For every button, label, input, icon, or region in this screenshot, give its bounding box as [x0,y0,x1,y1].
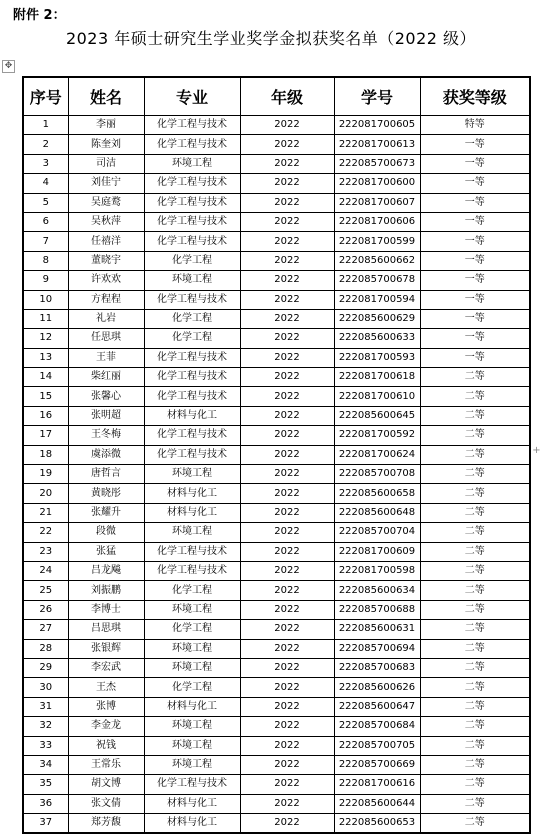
cell-name: 张猛 [68,542,144,561]
cell-grade: 2022 [240,697,334,716]
cell-award-level: 二等 [420,678,530,697]
cell-student-id: 222081700606 [334,212,420,231]
cell-award-level: 一等 [420,329,530,348]
cell-grade: 2022 [240,561,334,580]
cell-index: 12 [23,329,68,348]
cell-grade: 2022 [240,775,334,794]
cell-index: 7 [23,232,68,251]
cell-major: 化学工程与技术 [144,426,240,445]
cell-index: 29 [23,658,68,677]
cell-index: 3 [23,154,68,173]
cell-grade: 2022 [240,542,334,561]
cell-major: 材料与化工 [144,697,240,716]
cell-index: 2 [23,135,68,154]
cell-grade: 2022 [240,154,334,173]
table-row [23,251,530,270]
cell-name: 祝钱 [68,736,144,755]
cell-student-id: 222085700683 [334,658,420,677]
cell-major: 化学工程与技术 [144,775,240,794]
cell-award-level: 二等 [420,814,530,834]
cell-major: 环境工程 [144,736,240,755]
table-row [23,523,530,542]
cell-award-level: 二等 [420,639,530,658]
cell-grade: 2022 [240,135,334,154]
cell-major: 化学工程 [144,329,240,348]
cell-grade: 2022 [240,600,334,619]
cell-student-id: 222085700704 [334,523,420,542]
cell-name: 刘振鹏 [68,581,144,600]
cell-major: 化学工程与技术 [144,561,240,580]
cell-grade: 2022 [240,212,334,231]
header-award-level: 获奖等级 [420,77,530,116]
cell-grade: 2022 [240,368,334,387]
header-student-id: 学号 [334,77,420,116]
cell-name: 吴秋萍 [68,212,144,231]
cell-award-level: 一等 [420,154,530,173]
move-icon[interactable]: ✥ [2,60,15,73]
cell-grade: 2022 [240,465,334,484]
cell-index: 13 [23,348,68,367]
cell-student-id: 222081700594 [334,290,420,309]
cell-student-id: 222085700708 [334,465,420,484]
cell-index: 33 [23,736,68,755]
cell-name: 董晓宇 [68,251,144,270]
cell-student-id: 222085600658 [334,484,420,503]
table-row [23,755,530,774]
header-grade: 年级 [240,77,334,116]
cell-student-id: 222085600645 [334,406,420,425]
cell-name: 王冬梅 [68,426,144,445]
document-title: 2023 年硕士研究生学业奖学金拟获奖名单（2022 级） [65,29,477,48]
table-row [23,503,530,522]
cell-index: 19 [23,465,68,484]
cell-name: 郑芳馥 [68,814,144,834]
cell-grade: 2022 [240,174,334,193]
table-row [23,387,530,406]
table-row [23,484,530,503]
cell-major: 化学工程 [144,251,240,270]
cell-award-level: 一等 [420,212,530,231]
cell-major: 化学工程与技术 [144,212,240,231]
cell-index: 24 [23,561,68,580]
table-row [23,309,530,328]
cell-major: 材料与化工 [144,503,240,522]
table-row [23,658,530,677]
cell-student-id: 222081700616 [334,775,420,794]
cell-award-level: 二等 [420,658,530,677]
cell-major: 环境工程 [144,271,240,290]
cell-major: 环境工程 [144,523,240,542]
cell-name: 吴庭鹜 [68,193,144,212]
cell-student-id: 222085600644 [334,794,420,813]
attachment-label: 附件 2： [13,8,66,23]
table-body [23,116,530,834]
table-row [23,212,530,231]
cell-name: 李博士 [68,600,144,619]
cell-grade: 2022 [240,348,334,367]
table-row [23,193,530,212]
table-header-row [23,77,530,116]
plus-icon[interactable]: + [532,445,541,456]
cell-name: 张明超 [68,406,144,425]
table-row [23,232,530,251]
cell-award-level: 一等 [420,309,530,328]
cell-student-id: 222085600633 [334,329,420,348]
cell-index: 14 [23,368,68,387]
cell-award-level: 二等 [420,736,530,755]
cell-major: 化学工程与技术 [144,135,240,154]
table-row [23,600,530,619]
cell-name: 李金龙 [68,717,144,736]
cell-index: 31 [23,697,68,716]
cell-award-level: 二等 [420,755,530,774]
cell-award-level: 二等 [420,794,530,813]
table-row [23,794,530,813]
table-row [23,717,530,736]
cell-major: 化学工程与技术 [144,387,240,406]
cell-student-id: 222081700599 [334,232,420,251]
header-name: 姓名 [68,77,144,116]
cell-student-id: 222085700673 [334,154,420,173]
cell-award-level: 一等 [420,135,530,154]
cell-student-id: 222081700592 [334,426,420,445]
cell-index: 20 [23,484,68,503]
cell-name: 王菲 [68,348,144,367]
cell-award-level: 二等 [420,445,530,464]
cell-grade: 2022 [240,406,334,425]
cell-name: 礼岩 [68,309,144,328]
cell-grade: 2022 [240,116,334,135]
cell-grade: 2022 [240,581,334,600]
cell-student-id: 222085600648 [334,503,420,522]
cell-name: 司洁 [68,154,144,173]
cell-name: 王常乐 [68,755,144,774]
cell-grade: 2022 [240,736,334,755]
header-major: 专业 [144,77,240,116]
cell-award-level: 二等 [420,484,530,503]
cell-student-id: 222085600647 [334,697,420,716]
cell-student-id: 222081700607 [334,193,420,212]
cell-name: 吕思琪 [68,620,144,639]
cell-student-id: 222081700618 [334,368,420,387]
cell-name: 李丽 [68,116,144,135]
cell-award-level: 一等 [420,193,530,212]
cell-index: 32 [23,717,68,736]
cell-student-id: 222081700605 [334,116,420,135]
cell-name: 虞添微 [68,445,144,464]
table-row [23,465,530,484]
cell-major: 材料与化工 [144,794,240,813]
cell-major: 环境工程 [144,658,240,677]
header-index: 序号 [23,77,68,116]
table-row [23,290,530,309]
cell-award-level: 二等 [420,717,530,736]
cell-major: 化学工程 [144,309,240,328]
cell-major: 化学工程与技术 [144,445,240,464]
cell-index: 1 [23,116,68,135]
cell-name: 张银辉 [68,639,144,658]
cell-student-id: 222085700669 [334,755,420,774]
cell-index: 28 [23,639,68,658]
cell-name: 陈奎刘 [68,135,144,154]
cell-index: 15 [23,387,68,406]
cell-award-level: 一等 [420,290,530,309]
cell-grade: 2022 [240,290,334,309]
cell-student-id: 222085600626 [334,678,420,697]
cell-award-level: 二等 [420,406,530,425]
table-row [23,678,530,697]
cell-index: 10 [23,290,68,309]
cell-award-level: 二等 [420,542,530,561]
cell-student-id: 222081700600 [334,174,420,193]
cell-grade: 2022 [240,503,334,522]
cell-award-level: 一等 [420,251,530,270]
cell-index: 37 [23,814,68,834]
table-row [23,620,530,639]
cell-grade: 2022 [240,620,334,639]
table-row [23,697,530,716]
table-row [23,174,530,193]
cell-award-level: 二等 [420,581,530,600]
cell-award-level: 一等 [420,232,530,251]
cell-grade: 2022 [240,484,334,503]
cell-index: 30 [23,678,68,697]
table-row [23,135,530,154]
cell-grade: 2022 [240,639,334,658]
cell-grade: 2022 [240,329,334,348]
cell-grade: 2022 [240,193,334,212]
table-row [23,348,530,367]
table-row [23,561,530,580]
cell-grade: 2022 [240,251,334,270]
table-row [23,426,530,445]
cell-grade: 2022 [240,309,334,328]
cell-name: 吕龙飚 [68,561,144,580]
cell-index: 21 [23,503,68,522]
table-row [23,542,530,561]
cell-index: 17 [23,426,68,445]
cell-name: 李宏武 [68,658,144,677]
cell-name: 任思琪 [68,329,144,348]
cell-index: 6 [23,212,68,231]
table-row [23,368,530,387]
cell-name: 段微 [68,523,144,542]
cell-student-id: 222085700678 [334,271,420,290]
cell-award-level: 二等 [420,561,530,580]
cell-index: 36 [23,794,68,813]
cell-award-level: 一等 [420,174,530,193]
cell-grade: 2022 [240,794,334,813]
table-row [23,775,530,794]
cell-major: 材料与化工 [144,484,240,503]
cell-name: 张博 [68,697,144,716]
cell-major: 环境工程 [144,755,240,774]
cell-award-level: 二等 [420,465,530,484]
cell-student-id: 222085700705 [334,736,420,755]
cell-major: 环境工程 [144,717,240,736]
cell-name: 刘佳宁 [68,174,144,193]
table-row [23,154,530,173]
cell-index: 25 [23,581,68,600]
cell-major: 材料与化工 [144,406,240,425]
cell-student-id: 222081700598 [334,561,420,580]
cell-student-id: 222081700593 [334,348,420,367]
cell-major: 化学工程 [144,581,240,600]
cell-student-id: 222081700610 [334,387,420,406]
cell-index: 26 [23,600,68,619]
cell-grade: 2022 [240,271,334,290]
cell-major: 环境工程 [144,154,240,173]
cell-grade: 2022 [240,755,334,774]
table-row [23,581,530,600]
cell-major: 化学工程与技术 [144,193,240,212]
cell-award-level: 二等 [420,600,530,619]
table-row [23,445,530,464]
cell-major: 化学工程与技术 [144,348,240,367]
cell-grade: 2022 [240,445,334,464]
cell-student-id: 222085600629 [334,309,420,328]
cell-name: 王杰 [68,678,144,697]
cell-name: 张馨心 [68,387,144,406]
cell-major: 化学工程与技术 [144,116,240,135]
cell-index: 27 [23,620,68,639]
cell-index: 11 [23,309,68,328]
cell-index: 16 [23,406,68,425]
cell-award-level: 二等 [420,368,530,387]
cell-name: 唐哲言 [68,465,144,484]
cell-student-id: 222085600631 [334,620,420,639]
cell-index: 23 [23,542,68,561]
cell-award-level: 二等 [420,620,530,639]
cell-index: 8 [23,251,68,270]
table-row [23,406,530,425]
cell-award-level: 二等 [420,523,530,542]
cell-award-level: 二等 [420,503,530,522]
cell-name: 柴红丽 [68,368,144,387]
cell-student-id: 222085700694 [334,639,420,658]
cell-major: 环境工程 [144,600,240,619]
cell-major: 材料与化工 [144,814,240,834]
cell-index: 35 [23,775,68,794]
cell-award-level: 二等 [420,697,530,716]
cell-name: 方程程 [68,290,144,309]
cell-student-id: 222085600662 [334,251,420,270]
cell-index: 5 [23,193,68,212]
cell-name: 张耀升 [68,503,144,522]
cell-award-level: 一等 [420,271,530,290]
table-row [23,116,530,135]
table-row [23,639,530,658]
cell-grade: 2022 [240,658,334,677]
cell-index: 22 [23,523,68,542]
cell-index: 9 [23,271,68,290]
cell-student-id: 222085600634 [334,581,420,600]
cell-grade: 2022 [240,426,334,445]
cell-major: 化学工程与技术 [144,368,240,387]
cell-grade: 2022 [240,814,334,834]
cell-award-level: 二等 [420,775,530,794]
cell-name: 胡文博 [68,775,144,794]
table-row [23,271,530,290]
cell-student-id: 222085600653 [334,814,420,834]
cell-major: 化学工程 [144,620,240,639]
cell-name: 黄晓彤 [68,484,144,503]
cell-index: 4 [23,174,68,193]
table-row [23,736,530,755]
table-row [23,814,530,834]
cell-award-level: 一等 [420,348,530,367]
cell-major: 化学工程与技术 [144,174,240,193]
cell-major: 环境工程 [144,639,240,658]
cell-student-id: 222081700624 [334,445,420,464]
cell-grade: 2022 [240,717,334,736]
cell-student-id: 222081700609 [334,542,420,561]
table-row [23,329,530,348]
cell-index: 34 [23,755,68,774]
cell-grade: 2022 [240,523,334,542]
cell-name: 许欢欢 [68,271,144,290]
cell-student-id: 222085700684 [334,717,420,736]
cell-award-level: 二等 [420,387,530,406]
award-table [22,76,531,834]
cell-award-level: 特等 [420,116,530,135]
cell-major: 化学工程与技术 [144,232,240,251]
cell-major: 化学工程与技术 [144,290,240,309]
cell-grade: 2022 [240,232,334,251]
cell-name: 张文倩 [68,794,144,813]
cell-major: 化学工程与技术 [144,542,240,561]
cell-grade: 2022 [240,387,334,406]
cell-major: 化学工程 [144,678,240,697]
cell-award-level: 二等 [420,426,530,445]
cell-index: 18 [23,445,68,464]
cell-grade: 2022 [240,678,334,697]
cell-major: 环境工程 [144,465,240,484]
cell-student-id: 222085700688 [334,600,420,619]
cell-name: 任禧洋 [68,232,144,251]
cell-student-id: 222081700613 [334,135,420,154]
